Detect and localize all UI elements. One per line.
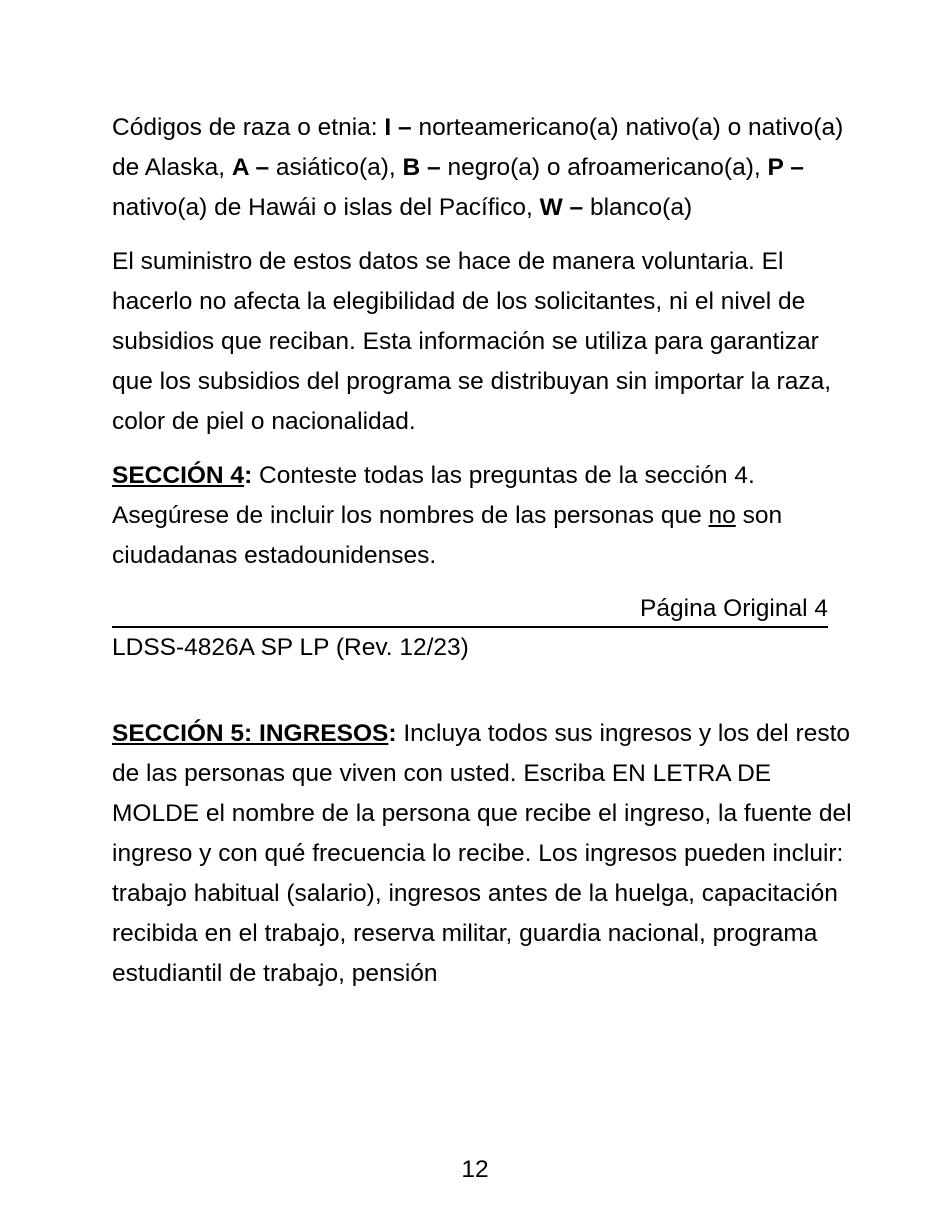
section4-emphasis: no [708, 502, 736, 529]
document-page [112, 108, 852, 1008]
page-number: 12 [461, 1156, 489, 1183]
race-code-a-text: asiático(a), [269, 154, 403, 181]
form-id: LDSS-4826A SP LP (Rev. 12/23) [112, 634, 469, 661]
race-code-a: A – [231, 154, 270, 181]
section4-colon: : [244, 462, 253, 489]
race-codes-paragraph [112, 108, 852, 228]
section5-text: Incluya todos sus ingresos y los del resto de las personas que viven con usted. Escriba EN LETRA DE MOLDE el nombre de la persona que recibe el ingreso, la fuente del ingreso y con qué frecuencia lo recibe. Los ingresos pueden incluir: trabajo habitual (salario), ingresos antes de la huelga, capacitación recibida en el trabajo, reserva militar, guardia nacional, programa estudiantil de trabajo, pensión [112, 720, 852, 987]
race-code-i-text: norteamericano(a) nativo(a) o nativo(a) de Alaska, [112, 114, 844, 181]
race-code-b: B – [402, 154, 441, 181]
section4-heading: SECCIÓN 4 [112, 462, 245, 489]
section5-colon: : [388, 720, 397, 747]
race-codes-intro: Códigos de raza o etnia: [112, 114, 385, 141]
race-code-i: I – [384, 114, 412, 141]
section4-text-before: Conteste todas las preguntas de la sección 4. Asegúrese de incluir los nombres de las personas que [112, 462, 755, 529]
race-code-p: P – [767, 154, 804, 181]
section4-text-after: son ciudadanas estadounidenses. [112, 502, 783, 569]
section5-heading: SECCIÓN 5: INGRESOS [112, 720, 389, 747]
section4-paragraph [112, 456, 852, 576]
race-code-p-text: nativo(a) de Hawái o islas del Pacífico, [112, 194, 540, 221]
section5-paragraph [112, 714, 852, 994]
race-code-b-text: negro(a) o afroamericano(a), [440, 154, 768, 181]
race-code-w-text: blanco(a) [583, 194, 693, 221]
original-page-label: Página Original 4 [112, 590, 828, 628]
race-code-w: W – [539, 194, 584, 221]
spacer [112, 668, 852, 714]
voluntary-paragraph: El suministro de estos datos se hace de manera voluntaria. El hacerlo no afecta la elegibilidad de los solicitantes, ni el nivel de subsidios que reciban. Esta información se utiliza para garantizar que los subsidios del programa se distribuyan sin importar la raza, color de piel o nacionalidad. [112, 248, 832, 435]
